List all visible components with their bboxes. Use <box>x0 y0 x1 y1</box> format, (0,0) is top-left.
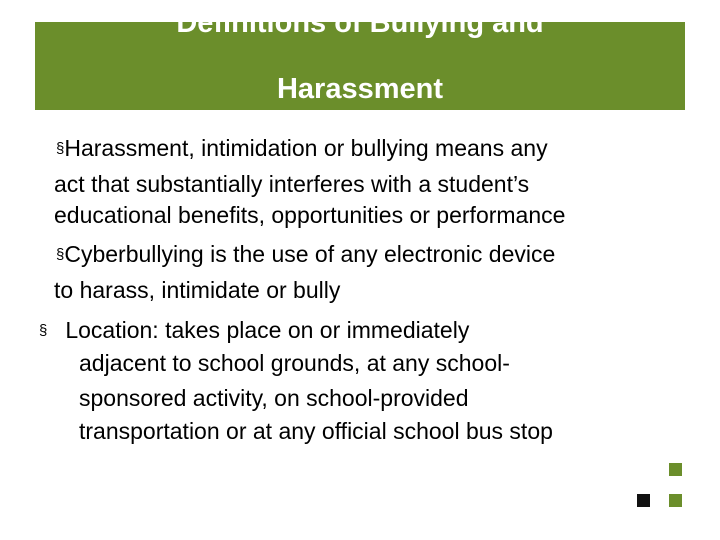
title-line-3: ORS 339.351 <box>272 111 448 143</box>
decor-square <box>669 463 682 476</box>
slide-title <box>35 7 685 143</box>
decor-square <box>637 494 650 507</box>
decor-square <box>669 494 682 507</box>
bullet-2-line-1: §Cyberbullying is the use of any electronic device <box>56 236 555 274</box>
bullet-3-line-2: adjacent to school grounds, at any school- <box>79 350 510 376</box>
bullet-marker: § <box>56 140 65 157</box>
bullet-3-line-4: transportation or at any official school bus stop <box>79 418 553 444</box>
bullet-1-line-2: act that substantially interferes with a student’s <box>54 171 530 197</box>
bullet-1-line-3: educational benefits, opportunities or performance <box>54 202 566 228</box>
bullet-marker: § <box>39 322 48 339</box>
bullet-3-line-3: sponsored activity, on school-provided <box>79 385 469 411</box>
bullet-marker: § <box>56 246 65 263</box>
bullet-1-line-1: §Harassment, intimidation or bullying means any <box>56 130 548 168</box>
title-line-1: Definitions of Bullying and <box>176 7 544 39</box>
bullet-2-line-2: to harass, intimidate or bully <box>54 277 341 303</box>
bullet-3-line-1: § Location: takes place on or immediately <box>39 312 469 350</box>
title-line-2: Harassment <box>276 73 444 105</box>
